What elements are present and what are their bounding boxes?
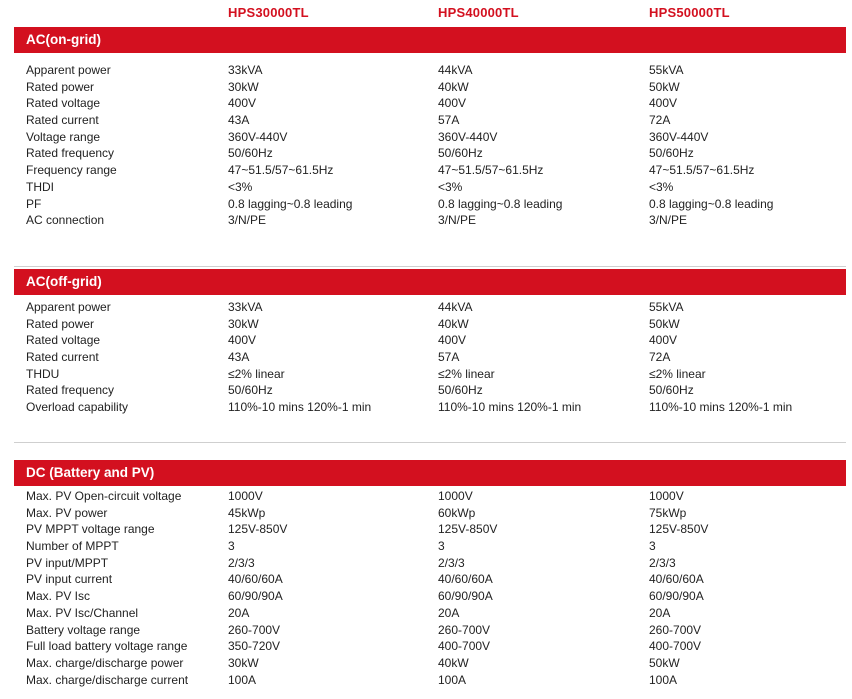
- spec-label: Rated frequency: [26, 146, 115, 161]
- spec-value: 30kW: [228, 316, 259, 331]
- spec-value: 350-720V: [228, 639, 281, 654]
- spec-value: 400V: [228, 333, 257, 348]
- spec-value: 260-700V: [649, 622, 702, 637]
- spec-value: 50kW: [649, 655, 680, 670]
- spec-value: 30kW: [228, 655, 259, 670]
- spec-value: 57A: [438, 350, 460, 365]
- spec-value: <3%: [649, 179, 674, 194]
- spec-value: 60/90/90A: [649, 589, 704, 604]
- spec-value: 40/60/60A: [649, 572, 704, 587]
- spec-row: [14, 366, 846, 383]
- spec-row: [14, 488, 846, 505]
- spec-value: 75kWp: [649, 505, 687, 520]
- spec-label: Overload capability: [26, 400, 129, 415]
- spec-row: [14, 316, 846, 333]
- spec-value: 44kVA: [438, 300, 473, 314]
- spec-value: <3%: [438, 179, 463, 194]
- spec-value: 43A: [228, 113, 250, 128]
- section-dc: [14, 460, 846, 688]
- spec-row: [14, 571, 846, 588]
- spec-value: 360V-440V: [438, 129, 498, 144]
- spec-value: 43A: [228, 350, 250, 365]
- spec-value: 40/60/60A: [438, 572, 493, 587]
- section-ac-on-grid: [14, 27, 846, 267]
- spec-value: 100A: [649, 672, 678, 687]
- spec-label: Rated frequency: [26, 383, 115, 398]
- spec-row: [14, 505, 846, 522]
- spec-value: 400V: [438, 96, 467, 111]
- spec-value: 0.8 lagging~0.8 leading: [438, 196, 563, 211]
- section-title: AC(on-grid): [14, 27, 846, 53]
- spec-label: Apparent power: [26, 300, 111, 314]
- spec-value: 400V: [649, 333, 678, 348]
- spec-row: [14, 622, 846, 639]
- spec-value: 50/60Hz: [649, 383, 694, 398]
- spec-value: 60/90/90A: [228, 589, 283, 604]
- spec-value: 33kVA: [228, 63, 263, 77]
- spec-value: 40kW: [438, 79, 469, 94]
- spec-row: [14, 79, 846, 96]
- spec-row: [14, 382, 846, 399]
- spec-value: 3/N/PE: [649, 213, 688, 228]
- spec-table: [14, 53, 846, 267]
- spec-value: 400V: [438, 333, 467, 348]
- spec-row: [14, 655, 846, 672]
- spec-label: Voltage range: [26, 129, 101, 144]
- model-name: HPS50000TL: [649, 5, 730, 20]
- spec-label: Number of MPPT: [26, 539, 119, 554]
- spec-label: PV input current: [26, 572, 113, 587]
- spec-label: Apparent power: [26, 63, 111, 77]
- spec-row: [14, 112, 846, 129]
- spec-label: THDI: [26, 179, 54, 194]
- spec-value: 44kVA: [438, 63, 473, 77]
- spec-value: 50kW: [649, 79, 680, 94]
- spec-value: ≤2% linear: [228, 366, 285, 381]
- spec-value: 40/60/60A: [228, 572, 283, 587]
- spec-row: [14, 638, 846, 655]
- spec-value: 20A: [438, 605, 460, 620]
- spec-value: 100A: [228, 672, 257, 687]
- spec-label: Rated voltage: [26, 333, 101, 348]
- spec-value: 125V-850V: [649, 522, 709, 537]
- model-header: [0, 0, 852, 22]
- spec-row: [14, 672, 846, 689]
- spec-row: [14, 332, 846, 349]
- spec-row: [14, 95, 846, 112]
- spec-value: 400V: [649, 96, 678, 111]
- spec-label: Rated voltage: [26, 96, 101, 111]
- spec-label: Rated power: [26, 316, 95, 331]
- spec-row: [14, 212, 846, 229]
- spec-value: 47~51.5/57~61.5Hz: [649, 163, 755, 178]
- spec-label: THDU: [26, 366, 60, 381]
- spec-value: 33kVA: [228, 300, 263, 314]
- spec-value: 55kVA: [649, 63, 684, 77]
- spec-row: [14, 521, 846, 538]
- spec-value: 60kWp: [438, 505, 476, 520]
- spec-value: 50/60Hz: [649, 146, 694, 161]
- spec-label: Max. charge/discharge current: [26, 672, 189, 687]
- spec-value: 0.8 lagging~0.8 leading: [228, 196, 353, 211]
- spec-label: Max. PV Isc/Channel: [26, 605, 139, 620]
- spec-value: 50/60Hz: [228, 383, 273, 398]
- spec-value: 3/N/PE: [438, 213, 477, 228]
- spec-value: 260-700V: [438, 622, 491, 637]
- spec-value: 3: [438, 539, 445, 554]
- section-ac-off-grid: [14, 269, 846, 443]
- spec-row: [14, 196, 846, 213]
- spec-value: 47~51.5/57~61.5Hz: [438, 163, 544, 178]
- spec-row: [14, 129, 846, 146]
- spec-value: 40kW: [438, 316, 469, 331]
- spec-label: Battery voltage range: [26, 622, 141, 637]
- spec-value: 1000V: [649, 489, 684, 503]
- spec-value: 260-700V: [228, 622, 281, 637]
- spec-value: 40kW: [438, 655, 469, 670]
- spec-table: [14, 295, 846, 443]
- spec-value: 360V-440V: [228, 129, 288, 144]
- model-name: HPS40000TL: [438, 5, 519, 20]
- spec-value: 45kWp: [228, 505, 266, 520]
- spec-value: 3: [228, 539, 235, 554]
- spec-value: 400-700V: [649, 639, 702, 654]
- section-title: AC(off-grid): [14, 269, 846, 295]
- spec-label: Rated power: [26, 79, 95, 94]
- spec-value: 30kW: [228, 79, 259, 94]
- spec-label: Frequency range: [26, 163, 117, 178]
- spec-value: 47~51.5/57~61.5Hz: [228, 163, 334, 178]
- spec-value: 0.8 lagging~0.8 leading: [649, 196, 774, 211]
- spec-label: PV input/MPPT: [26, 555, 109, 570]
- spec-value: 400-700V: [438, 639, 491, 654]
- spec-row: [14, 605, 846, 622]
- spec-label: PF: [26, 196, 42, 211]
- spec-value: 2/3/3: [438, 555, 465, 570]
- spec-value: 110%-10 mins 120%-1 min: [228, 400, 372, 415]
- spec-value: 100A: [438, 672, 467, 687]
- spec-value: 360V-440V: [649, 129, 709, 144]
- spec-value: 57A: [438, 113, 460, 128]
- spec-row: [14, 538, 846, 555]
- spec-value: 55kVA: [649, 300, 684, 314]
- model-name: HPS30000TL: [228, 5, 309, 20]
- spec-row: [14, 349, 846, 366]
- spec-row: [14, 588, 846, 605]
- spec-value: 2/3/3: [649, 555, 676, 570]
- spec-row: [14, 62, 846, 79]
- spec-value: 20A: [649, 605, 671, 620]
- spec-value: 50/60Hz: [438, 383, 483, 398]
- spec-value: 2/3/3: [228, 555, 255, 570]
- spec-value: ≤2% linear: [438, 366, 495, 381]
- spec-value: 50/60Hz: [438, 146, 483, 161]
- spec-row: [14, 162, 846, 179]
- spec-row: [14, 299, 846, 316]
- spec-value: 125V-850V: [438, 522, 498, 537]
- spec-row: [14, 399, 846, 416]
- spec-row: [14, 555, 846, 572]
- spec-label: Max. PV Isc: [26, 589, 91, 604]
- spec-value: 50kW: [649, 316, 680, 331]
- spec-label: Max. charge/discharge power: [26, 655, 184, 670]
- spec-value: 1000V: [228, 489, 263, 503]
- spec-label: Rated current: [26, 350, 99, 365]
- spec-label: PV MPPT voltage range: [26, 522, 155, 537]
- spec-label: Rated current: [26, 113, 99, 128]
- spec-value: 72A: [649, 350, 671, 365]
- spec-value: 20A: [228, 605, 250, 620]
- spec-row: [14, 145, 846, 162]
- section-title: DC (Battery and PV): [14, 460, 846, 486]
- spec-label: AC connection: [26, 213, 105, 228]
- spec-value: 1000V: [438, 489, 473, 503]
- spec-value: 125V-850V: [228, 522, 288, 537]
- spec-value: 3/N/PE: [228, 213, 267, 228]
- spec-value: 50/60Hz: [228, 146, 273, 161]
- spec-label: Max. PV Open-circuit voltage: [26, 489, 182, 503]
- spec-value: 3: [649, 539, 656, 554]
- spec-value: 72A: [649, 113, 671, 128]
- spec-table: [14, 486, 846, 688]
- spec-value: 110%-10 mins 120%-1 min: [438, 400, 582, 415]
- spec-value: 110%-10 mins 120%-1 min: [649, 400, 793, 415]
- spec-row: [14, 179, 846, 196]
- spec-value: 60/90/90A: [438, 589, 493, 604]
- spec-label: Max. PV power: [26, 505, 108, 520]
- spec-value: 400V: [228, 96, 257, 111]
- spec-label: Full load battery voltage range: [26, 639, 188, 654]
- spec-value: ≤2% linear: [649, 366, 706, 381]
- spec-value: <3%: [228, 179, 253, 194]
